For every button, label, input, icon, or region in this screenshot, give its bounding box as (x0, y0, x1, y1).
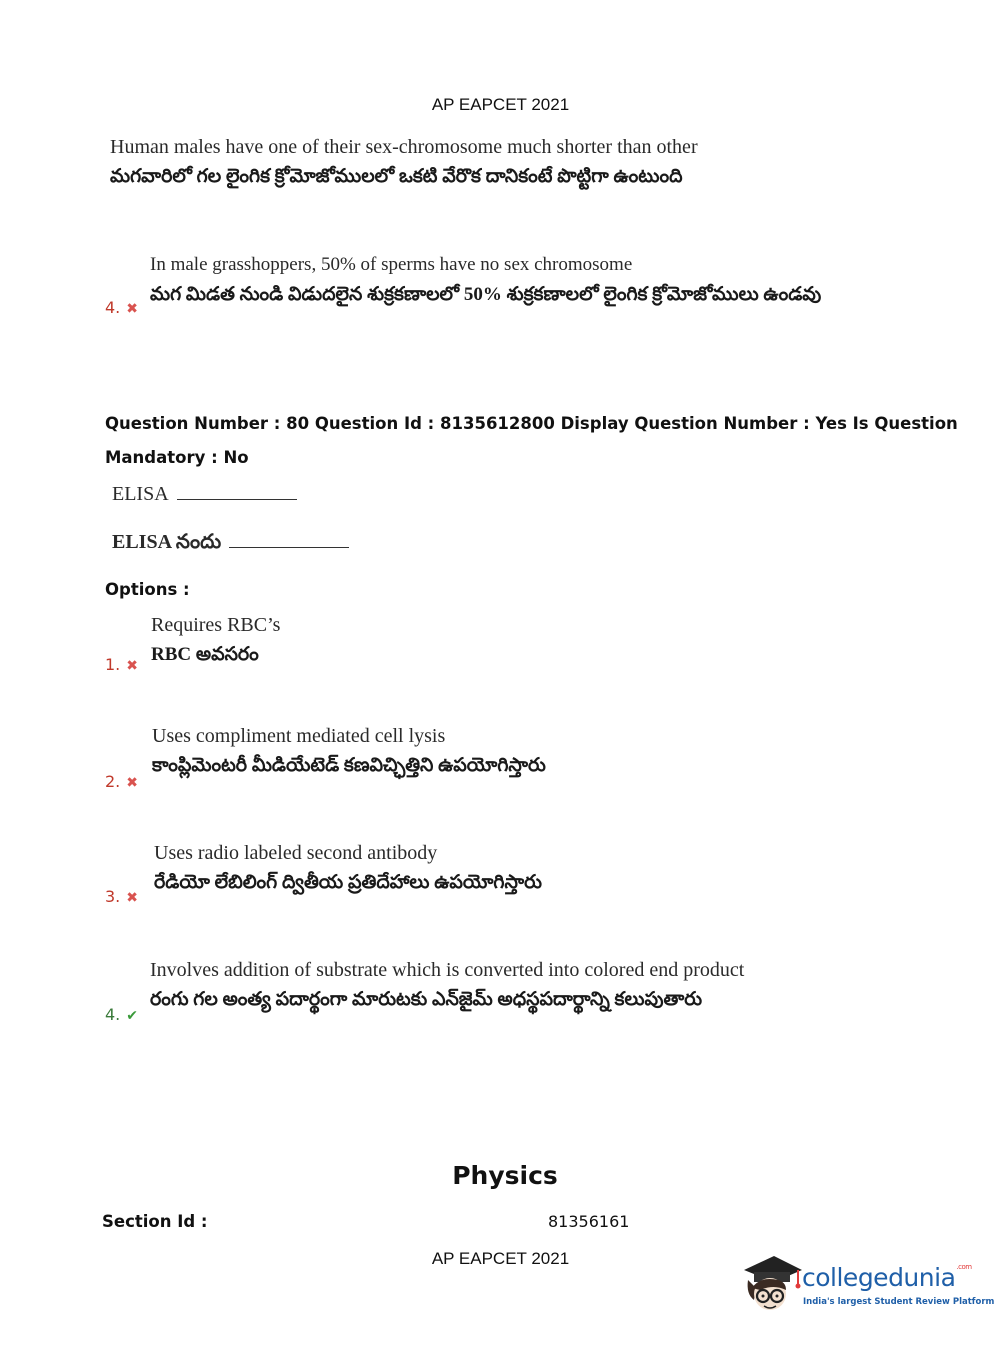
options-label: Options : (105, 580, 190, 599)
answer-blank-telugu (229, 531, 349, 548)
option2-telugu: కాంప్లిమెంటరీ మీడియేటెడ్ కణవిచ్ఛిత్తిని ఉపయోగిస్తారు (152, 755, 546, 776)
option4-english: Involves addition of substrate which is converted into colored end product (150, 959, 745, 981)
question-en-label: ELISA (112, 483, 169, 505)
question-meta-line2: Mandatory : No (105, 448, 249, 467)
option2-english: Uses compliment mediated cell lysis (152, 725, 446, 747)
option-number: 1. (105, 655, 121, 674)
answer-blank (177, 483, 297, 500)
option1-telugu: RBC అవసరం (151, 644, 259, 665)
question-text-english (112, 483, 297, 506)
option1-number (105, 655, 138, 674)
option-number: 4. (105, 298, 121, 317)
option4-telugu: రంగు గల అంత్య పదార్థంగా మారుటకు ఎన్‌జైమ్ అధస్థపదార్థాన్ని కలుపుతారు (150, 989, 703, 1010)
graduate-mascot-icon (740, 1248, 802, 1316)
wrong-mark-icon: ✖ (126, 775, 138, 791)
option2-number (105, 772, 138, 791)
prev-option3-english: Human males have one of their sex-chromosome much shorter than other (110, 136, 698, 158)
wrong-mark-icon: ✖ (126, 890, 138, 906)
page-header: AP EAPCET 2021 (431, 95, 570, 114)
collegedunia-logo (740, 1248, 995, 1318)
option3-english: Uses radio labeled second antibody (154, 842, 438, 864)
prev-option4-number (105, 298, 138, 317)
question-text-telugu (112, 531, 349, 558)
question-te-label: ELISA నందు (112, 531, 222, 553)
prev-option4-telugu: మగ మిడత నుండి విడుదలైన శుక్రకణాలలో 50% శుక్రకణాలలో లైంగిక క్రోమోజోములు ఉండవు (150, 284, 822, 305)
section-id-value: 81356161 (548, 1212, 630, 1231)
logo-name: collegedunia (802, 1263, 956, 1292)
page-footer: AP EAPCET 2021 (431, 1249, 570, 1268)
check-mark-icon: ✔ (126, 1008, 138, 1024)
wrong-mark-icon: ✖ (126, 658, 138, 674)
option1-english: Requires RBC’s (151, 614, 281, 636)
option3-telugu: రేడియో లేబిలింగ్ ద్వితీయ ప్రతిదేహాలు ఉపయోగిస్తారు (154, 872, 542, 893)
option4-number (105, 1005, 138, 1024)
option-number: 3. (105, 887, 121, 906)
logo-tagline: India's largest Student Review Platform (803, 1297, 995, 1307)
option-number: 4. (105, 1005, 121, 1024)
section-title: Physics (452, 1161, 558, 1190)
section-id-label: Section Id : (102, 1212, 208, 1231)
wrong-mark-icon: ✖ (126, 301, 138, 317)
prev-option3-telugu: మగవారిలో గల లైంగిక క్రోమోజోములలో ఒకటి వేరొక దానికంటే పొట్టిగా ఉంటుంది (110, 166, 683, 187)
option-number: 2. (105, 772, 121, 791)
question-meta-line1: Question Number : 80 Question Id : 8135612800 Display Question Number : Yes Is Question (105, 414, 958, 433)
option3-number (105, 887, 138, 906)
prev-option4-english: In male grasshoppers, 50% of sperms have no sex chromosome (150, 254, 633, 275)
logo-suffix: .com (956, 1263, 972, 1271)
